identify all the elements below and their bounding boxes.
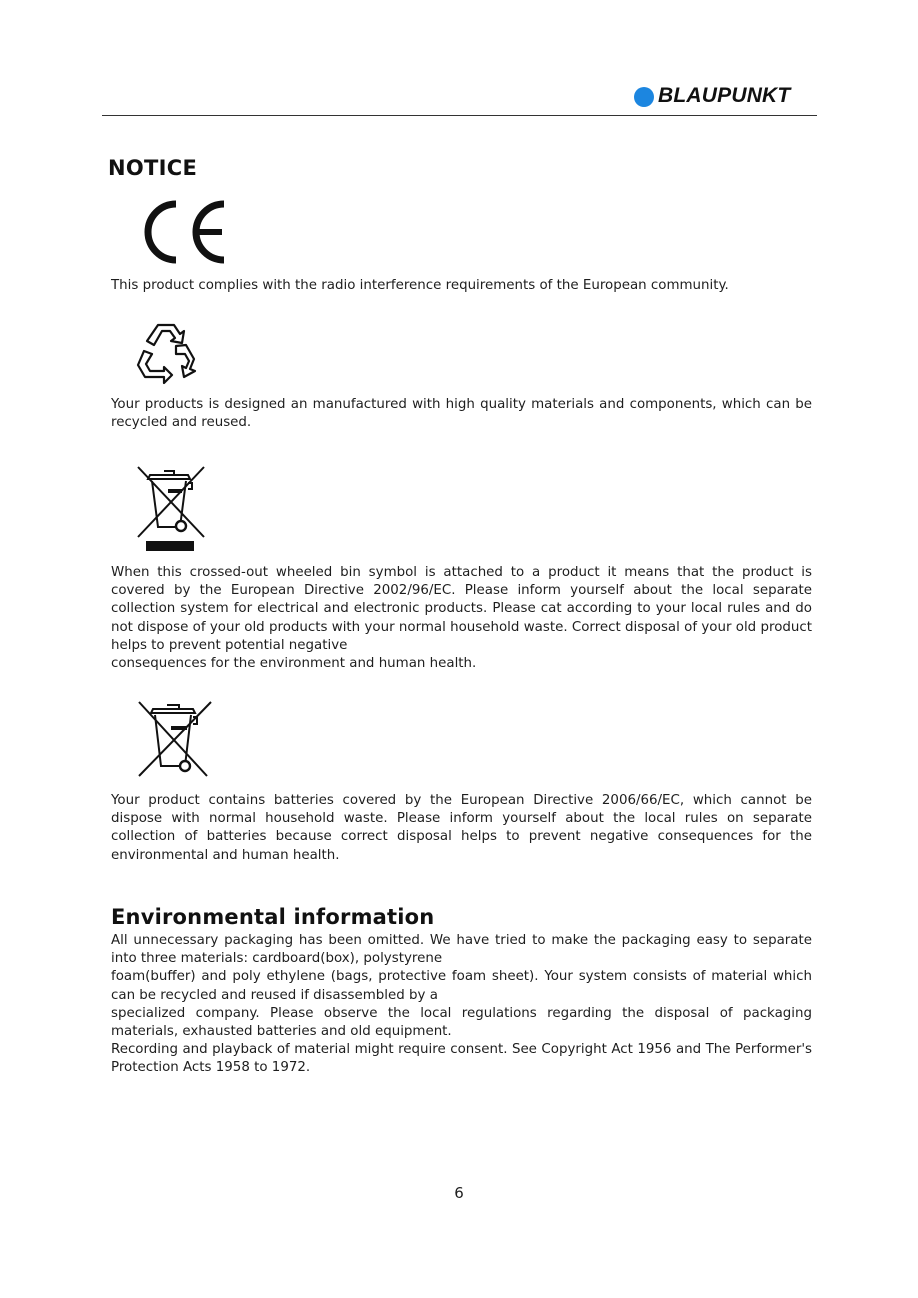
notice-heading: NOTICE <box>108 156 198 180</box>
brand-logo <box>634 86 816 108</box>
environmental-text: All unnecessary packaging has been omitted. We have tried to make the packaging easy to separate into three materials: cardboard(box), polystyrene foam(buffer) and poly ethylene (bags, protective foam sheet). Your system consists of material which can be recycled and reused if disassembled by a specialized company. Please observe the local regulations regarding the disposal of packaging materials, exhausted batteries and old equipment. Recording and playback of material might require consent. See Copyright Act 1956 and The Performer's Protection Acts 1958 to 1972. <box>111 933 812 1076</box>
ce-compliance-text: This product complies with the radio interference requirements of the European community. <box>111 278 729 293</box>
page-number: 6 <box>454 1184 464 1202</box>
recycle-icon <box>136 321 204 387</box>
ce-mark-icon <box>136 201 228 263</box>
brand-name: BLAUPUNKT <box>658 84 791 107</box>
battery-text: Your product contains batteries covered by the European Directive 2006/66/EC, which cannot be dispose with normal household waste. Please inform yourself about the local rules on separate collection of batteries because correct disposal helps to prevent negative consequences for the environmental and human health. <box>111 793 812 863</box>
battery-crossed-out-bin-icon <box>137 700 213 780</box>
header-divider <box>102 115 817 116</box>
brand-logo-dot <box>634 87 654 107</box>
crossed-out-wheelie-bin-icon <box>136 465 208 553</box>
weee-text: When this crossed-out wheeled bin symbol is attached to a product it means that the product is covered by the European Directive 2002/96/EC. Please inform yourself about the local separate collection system for electrical and electronic products. Please cat according to your local rules and do not dispose of your old products with your normal household waste. Correct disposal of your old product helps to prevent potential negative consequences for the environment and human health. <box>111 565 812 672</box>
recycle-text: Your products is designed an manufactured with high quality materials and components, which can be recycled and reused. <box>111 397 812 431</box>
environmental-heading: Environmental information <box>111 905 435 929</box>
